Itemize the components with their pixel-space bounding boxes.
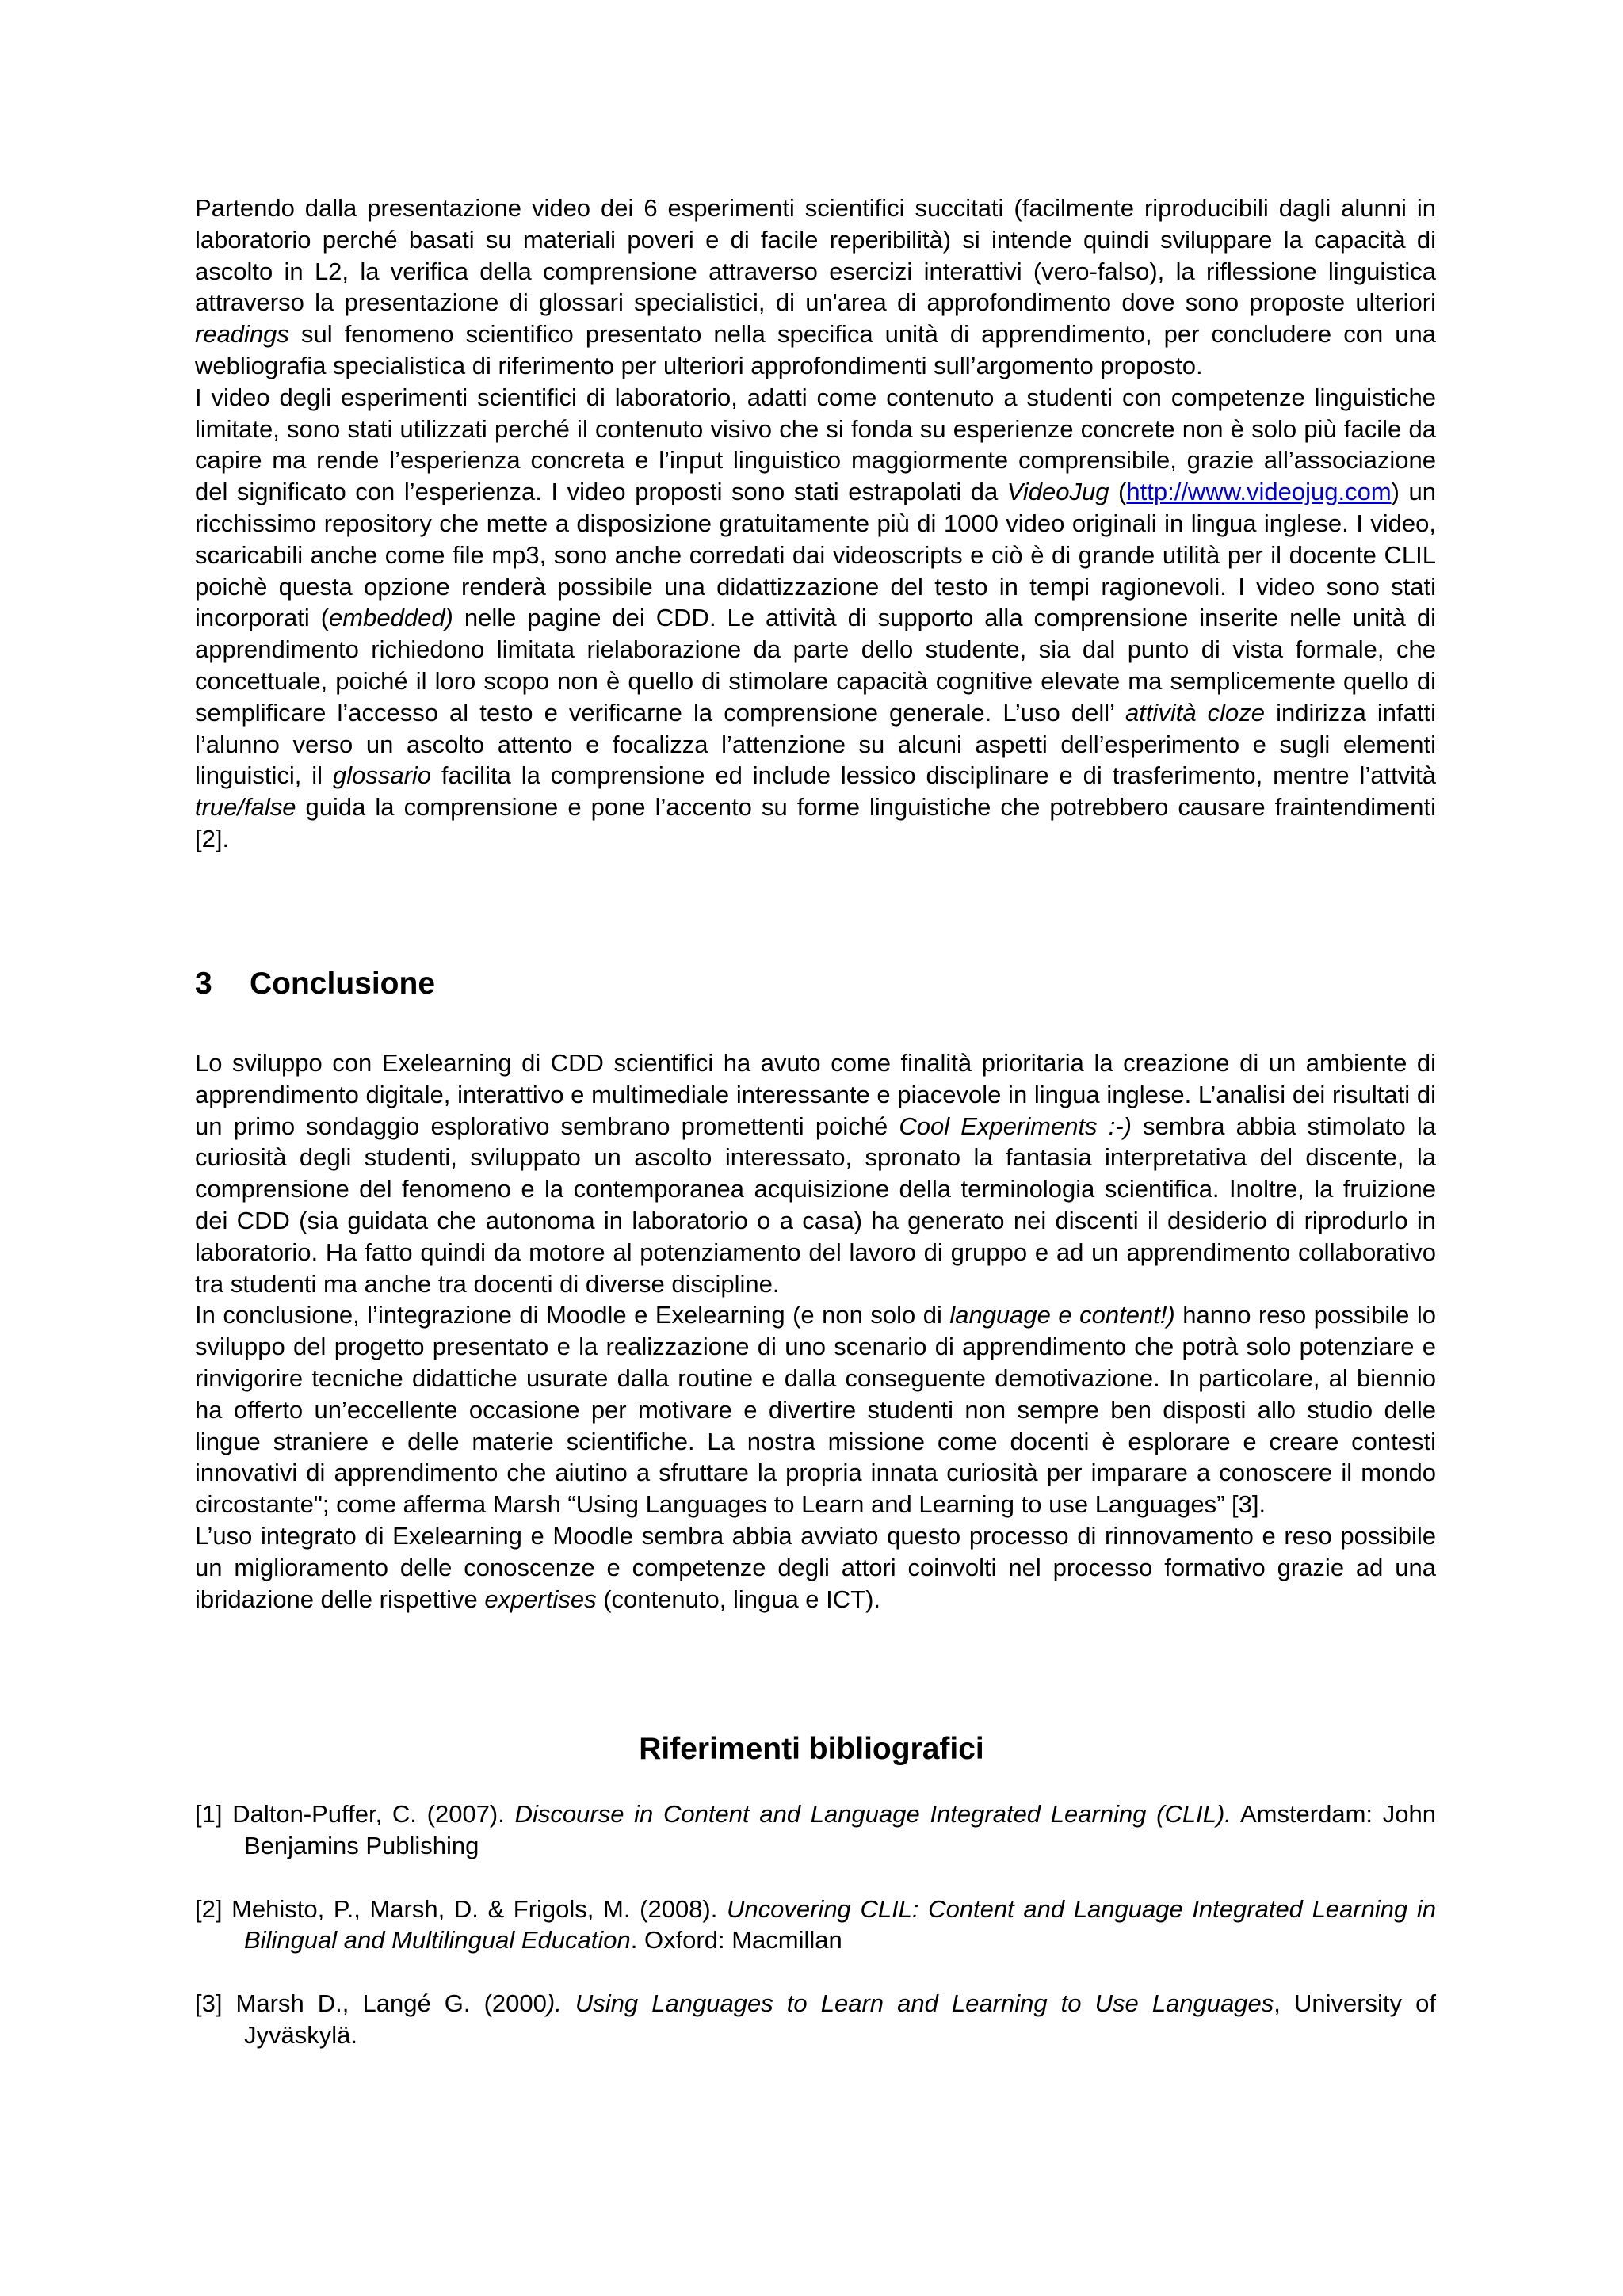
- section-2-body: [195, 193, 1436, 855]
- section-3-body: [195, 1047, 1436, 1615]
- paragraph-conclusion-1: Lo sviluppo con Exelearning di CDD scientifici ha avuto come finalità prioritaria la creazione di un ambiente di apprendimento digitale, interattivo e multimediale interessante e piacevole in lingua inglese. L’analisi dei risultati di un primo sondaggio esplorativo sembrano promettenti poiché Cool Experiments :-) sembra abbia stimolato la curiosità degli studenti, sviluppato un ascolto interessato, spronato la fantasia interpretativa del discente, la comprensione del fenomeno e la contemporanea acquisizione della terminologia scientifica. Inoltre, la fruizione dei CDD (sia guidata che autonoma in laboratorio o a casa) ha generato nei discenti il desiderio di riprodurlo in laboratorio. Ha fatto quindi da motore al potenziamento del lavoro di gruppo e ad un apprendimento collaborativo tra studenti ma anche tra docenti di diverse discipline.: [195, 1049, 1437, 1298]
- videojug-link[interactable]: http://www.videojug.com: [1126, 478, 1392, 506]
- references-list: [195, 1798, 1436, 2083]
- reference-item: [1] Dalton-Puffer, C. (2007). Discourse in Content and Language Integrated Learning (CLIL). Amsterdam: John Benjamins Publishing: [195, 1800, 1436, 1859]
- reference-item: [3] Marsh D., Langé G. (2000). Using Languages to Learn and Learning to Use Languages, University of Jyväskylä.: [195, 1989, 1436, 2049]
- references-heading: Riferimenti bibliografici: [639, 1732, 984, 1766]
- section-heading-conclusione: [195, 962, 435, 1006]
- paragraph-experiments-intro: Partendo dalla presentazione video dei 6 esperimenti scientifici succitati (facilmente riproducibili dagli alunni in laboratorio perché basati su materiali poveri e di facile reperibilità) si intende quindi sviluppare la capacità di ascolto in L2, la verifica della comprensione attraverso esercizi interattivi (vero-falso), la riflessione linguistica attraverso la presentazione di glossari specialistici, di un'area di approfondimento dove sono proposte ulteriori readings sul fenomeno scientifico presentato nella specifica unità di apprendimento, per concludere con una webliografia specialistica di riferimento per ulteriori approfondimenti sull’argomento proposto.: [195, 194, 1436, 379]
- section-number: 3: [195, 967, 212, 1001]
- reference-item: [2] Mehisto, P., Marsh, D. & Frigols, M. (2008). Uncovering CLIL: Content and Language Integrated Learning in Bilingual and Multilingual Education. Oxford: Macmillan: [195, 1894, 1436, 1955]
- paragraph-conclusion-3: L’uso integrato di Exelearning e Moodle sembra abbia avviato questo processo di rinnovamento e reso possibile un miglioramento delle conoscenze e competenze degli attori coinvolti nel processo formativo grazie ad una ibridazione delle rispettive expertises (contenuto, lingua e ICT).: [195, 1521, 1436, 1613]
- paragraph-video-description: I video degli esperimenti scientifici di laboratorio, adatti come contenuto a studenti con competenze linguistiche limitate, sono stati utilizzati perché il contenuto visivo che si fonda su esperienze concrete non è solo più facile da capire ma rende l’esperienza concreta e l’input linguistico maggiormente comprensibile, grazie all’associazione del significato con l’esperienza. I video proposti sono stati estrapolati da VideoJug (http://www.videojug.com) un ricchissimo repository che mette a disposizione gratuitamente più di 1000 video originali in lingua inglese. I video, scaricabili anche come file mp3, sono anche corredati dai videoscripts e ciò è di grande utilità per il docente CLIL poichè questa opzione renderà possibile una didattizzazione del testo in tempi ragionevoli. I video sono stati incorporati (embedded) nelle pagine dei CDD. Le attività di supporto alla comprensione inserite nelle unità di apprendimento richiedono limitata rielaborazione da parte dello studente, sia dal punto di vista formale, che concettuale, poiché il loro scopo non è quello di stimolare capacità cognitive elevate ma semplicemente quello di semplificare l’accesso al testo e verificarne la comprensione generale. L’uso dell’ attività cloze indirizza infatti l’alunno verso un ascolto attento e focalizza l’attenzione su alcuni aspetti dell’esperimento e sugli elementi linguistici, il glossario facilita la comprensione ed include lessico disciplinare e di trasferimento, mentre l’attvità true/false guida la comprensione e pone l’accento su forme linguistiche che potrebbero causare fraintendimenti [2].: [195, 383, 1437, 852]
- section-title: Conclusione: [250, 967, 436, 1001]
- paragraph-conclusion-2: In conclusione, l’integrazione di Moodle e Exelearning (e non solo di language e content!) hanno reso possibile lo sviluppo del progetto presentato e la realizzazione di uno scenario di apprendimento che potrà solo potenziare e rinvigorire tecniche didattiche usurate dalla routine e dalla conseguente demotivazione. In particolare, al biennio ha offerto un’eccellente occasione per motivare e divertire studenti non sempre ben disposti allo studio delle lingue straniere e delle materie scientifiche. La nostra missione come docenti è esplorare e creare contesti innovativi di apprendimento che aiutino a sfruttare la propria innata curiosità per imparare a conoscere il mondo circostante"; come afferma Marsh “Using Languages to Learn and Learning to use Languages” [3].: [195, 1301, 1436, 1519]
